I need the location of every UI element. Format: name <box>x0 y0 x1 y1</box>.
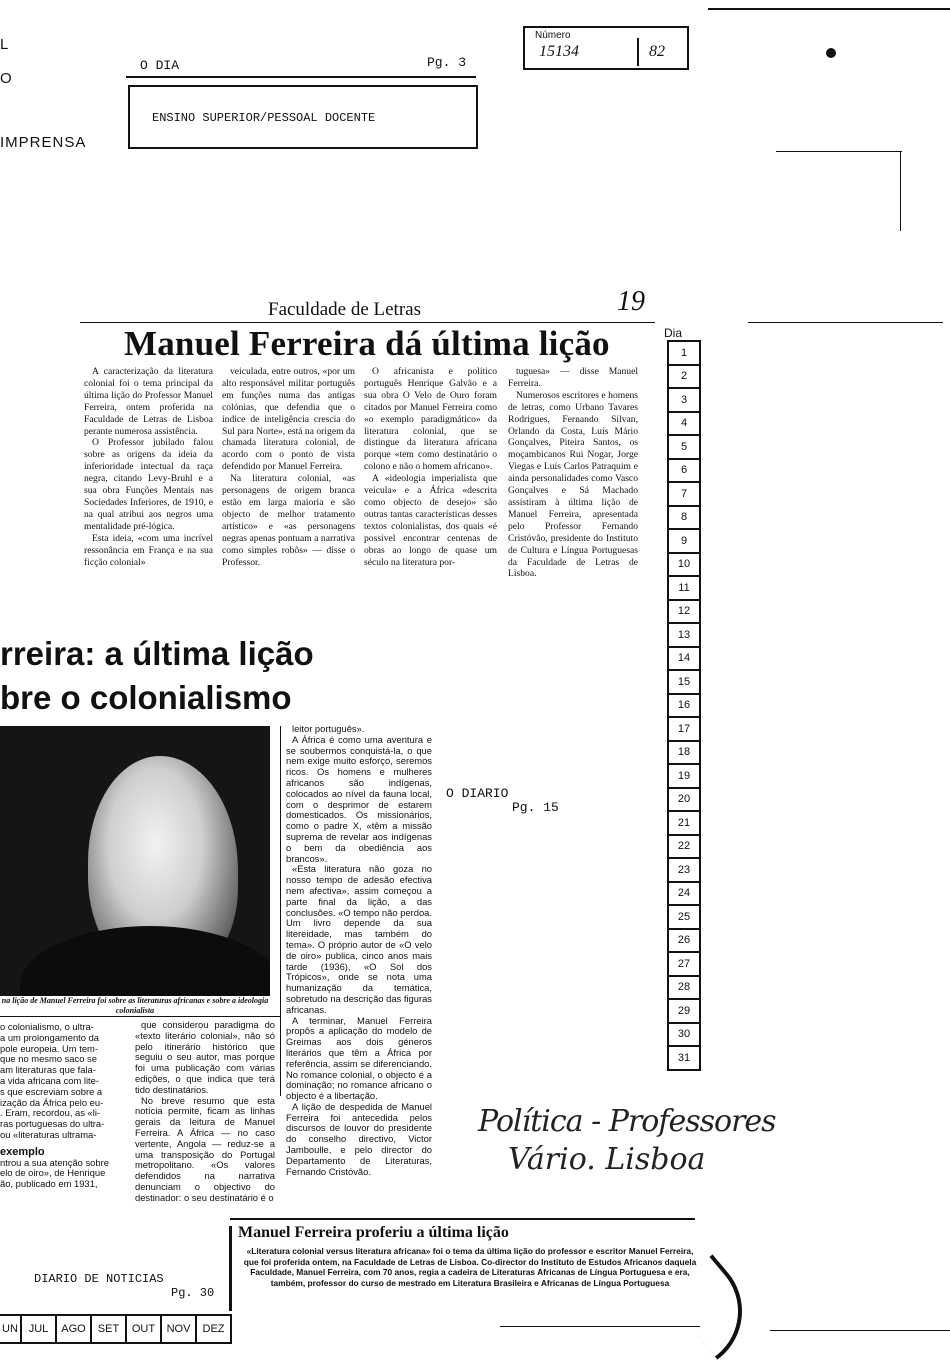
text-line: a vida africana com lite- <box>0 1074 100 1086</box>
handwritten-note-1: Política - Professores <box>478 1104 776 1139</box>
day-cell: 9 <box>669 530 699 554</box>
clipping-year: 82 <box>649 43 665 60</box>
day-cell: 13 <box>669 624 699 648</box>
margin-mark: 19 <box>617 286 645 317</box>
text-line: pole europeia. Um tem- <box>0 1042 98 1054</box>
day-cell: 24 <box>669 883 699 907</box>
day-column-label: Dia <box>664 326 683 340</box>
article3-headline: Manuel Ferreira proferiu a última lição <box>238 1224 509 1241</box>
article1-col-3 <box>364 366 497 568</box>
month-cell: SET <box>90 1316 125 1342</box>
paragraph: No breve resumo que esta notícia permite, ficam as linhas gerais da leitura de Manuel Ferreira. A África — no caso vertente, Angola — reduz-se a uma transposição do Portugal metropolitano. «Os valores defendidos na narrativa denunciam o objectivo do destinador: o seu destinatário é o <box>135 1094 275 1203</box>
paragraph: tuguesa» — disse Manuel Ferreira. <box>508 366 638 389</box>
month-cell: JUL <box>20 1316 55 1342</box>
text-line: elo de oiro», de Henrique <box>0 1167 106 1179</box>
paragraph: leitor português». <box>292 723 365 734</box>
month-cell: DEZ <box>195 1316 230 1342</box>
rule-right-2 <box>748 322 943 323</box>
paragraph: que considerou paradigma do «texto literário colonial», não só pelo itinerário histórico que seguiu o seu autor, mas porque foi uma publicação com várias edições, o que indica que terá tido destinatários. <box>135 1019 275 1095</box>
day-cell: 30 <box>669 1024 699 1048</box>
article2-headline-line2: bre o colonialismo <box>0 679 292 716</box>
paragraph: Numerosos escritores e homens de letras, como Urbano Tavares Rodrigues, Fernando Silvan, Orlando da Costa, Luís Mário Gonçalves, Piteira Santos, os moçambicanos Rui Nogar, Jorge Viegas e Luís Carlos Patraquim e ainda personalidades como Vasco Gonçalves e Sá Machado assistiram à última lição de Manuel Ferreira, apresentada pelo Professor Fernando Cristóvão, presidente do Instituto de Cultura e Língua Portuguesas da Faculdade de Letras de Lisboa. <box>508 389 638 580</box>
text-line: que no mesmo saco se <box>0 1053 97 1065</box>
day-cell: 1 <box>669 342 699 366</box>
day-cell: 2 <box>669 366 699 390</box>
day-cell: 31 <box>669 1047 699 1071</box>
subject-text: ENSINO SUPERIOR/PESSOAL DOCENTE <box>152 111 376 125</box>
text-line: ou «literaturas ultrama- <box>0 1128 97 1140</box>
article3-page: Pg. 30 <box>171 1286 215 1300</box>
day-cell: 22 <box>669 836 699 860</box>
text-line: ização da África pelo eu- <box>0 1096 104 1108</box>
subject-box <box>128 85 478 149</box>
article2-subhead: exemplo <box>0 1145 45 1158</box>
paragraph: Na literatura colonial, «as personagens de origem branca estão em larga maioria e são objecto de melhor tratamento artístico» e «as personagens negras apenas pontuam a narrativa como simples robôs» — disse o Professor. <box>222 473 355 568</box>
article2-headline-line1: rreira: a última lição <box>0 635 314 672</box>
day-cell: 8 <box>669 507 699 531</box>
article2-column-rule <box>280 726 281 1096</box>
paragraph: A caracterização da literatura colonial foi o tema principal da última lição do Professor Manuel Ferreira, ontem proferida na Faculdade de Letras de Lisboa perante numerosa assistência. <box>84 366 213 437</box>
day-cell: 28 <box>669 977 699 1001</box>
text-line: . Eram, recordou, as «li- <box>0 1107 101 1119</box>
edge-letter-1: L <box>0 36 9 53</box>
source-page: Pg. 3 <box>426 55 466 70</box>
day-cell: 17 <box>669 718 699 742</box>
day-cell: 26 <box>669 930 699 954</box>
text-line: am literaturas que fala- <box>0 1064 96 1076</box>
text-line: ras portuguesas do ultra- <box>0 1118 105 1130</box>
text-line: s que escreviam sobre a <box>0 1085 103 1097</box>
paragraph: Esta ideia, «com uma incrível ressonância em França e na sua ficção colonial» <box>84 532 213 568</box>
day-cell: 25 <box>669 906 699 930</box>
number-separator <box>637 38 639 66</box>
day-cell: 5 <box>669 436 699 460</box>
text-line: o colonialismo, o ultra- <box>0 1021 94 1032</box>
punch-dot <box>826 48 836 58</box>
day-cell: 19 <box>669 765 699 789</box>
month-strip <box>0 1314 232 1344</box>
day-cell: 12 <box>669 601 699 625</box>
article3-source: DIARIO DE NOTICIAS <box>34 1272 164 1286</box>
article3-rule <box>230 1218 695 1220</box>
day-cell: 7 <box>669 483 699 507</box>
day-cell: 23 <box>669 859 699 883</box>
text-line: ntrou a sua atenção sobre <box>0 1156 109 1168</box>
article1-col-2 <box>222 366 355 568</box>
day-cell: 18 <box>669 742 699 766</box>
month-cell: OUT <box>125 1316 160 1342</box>
article3-side-bar <box>229 1226 232 1311</box>
paragraph: «Esta literatura não goza no nosso tempo de adesão efectiva nem afectiva», assim começou a parte final da lição, a das conclusões. «O tempo não perdoa. Um livro depende da sua litereidade, mas também do tema». O próprio autor de «O velo de oiro» publica, cinco anos mais tarde (1936), «O Sol dos Trópicos», onde se nota uma humanização da temática, sobretudo na descrição das figuras africanas. <box>286 863 432 1015</box>
bottom-rule-2 <box>770 1330 950 1331</box>
day-cell: 14 <box>669 648 699 672</box>
article2-page: Pg. 15 <box>512 800 559 815</box>
article2-rule <box>0 1016 280 1017</box>
source-line <box>126 52 476 78</box>
article1-rule <box>80 322 655 323</box>
paragraph: A lição de despedida de Manuel Ferreira foi antecedida pelos discursos de louvor do presidente do conselho directivo, Victor Jamboulle, e pelo director do Departamento de Literaturas, Fernando Cristóvão. <box>286 1100 432 1177</box>
article3-text: «Literatura colonial versus literatura africana» foi o tema da última lição do professor e escritor Manuel Ferreira, que foi proferida ontem, na Faculdade de Letras de Lisboa. Co-director do Instituto de Estudos Africanos daquela Faculdade, Manuel Ferreira, com 70 anos, regia a cadeira de Literaturas Africanas de Língua Portuguesa e era, também, professor do curso de mestrado em Literatura Brasileira e Africanas de Língua Portuguesa <box>243 1246 697 1288</box>
month-cell: AGO <box>55 1316 90 1342</box>
day-cell: 27 <box>669 953 699 977</box>
article2-col-mid <box>135 1020 275 1204</box>
month-cell: NOV <box>160 1316 195 1342</box>
article1-col-4 <box>508 366 638 580</box>
handwritten-note-2: Vário. Lisboa <box>508 1142 706 1177</box>
photo-caption: na lição de Manuel Ferreira foi sobre as literaturas africanas e sobre a ideologia colonialista <box>1 996 269 1015</box>
day-cell: 4 <box>669 413 699 437</box>
day-column <box>667 340 701 1071</box>
portrait-shoulder <box>20 926 270 996</box>
paragraph: O Professor jubilado falou sobre as origens da ideia da inferioridade intectual da raça negra, citando Levy-Bruhl e a sua obra Funções Mentais nas Sociedades Inferiores, de 1910, e na qual atribui aos negros uma mentalidade pré-lógica. <box>84 437 213 532</box>
paragraph: A «ideologia imperialista que veicula» e a África «descrita como objecto de desejo» são outras tantas características desses textos colonialistas, dos quais «é possível encontrar centenas de obras ao longo de quase um século na literatura por- <box>364 473 497 568</box>
article2-col-right <box>286 724 432 1177</box>
portrait-photo <box>0 726 270 996</box>
section-label: IMPRENSA <box>0 134 87 151</box>
day-cell: 16 <box>669 695 699 719</box>
text-line: ão, publicado em 1931, <box>0 1178 98 1190</box>
day-cell: 6 <box>669 460 699 484</box>
day-cell: 29 <box>669 1000 699 1024</box>
top-rule <box>708 8 950 10</box>
month-cell: UN <box>2 1323 18 1335</box>
day-cell: 11 <box>669 577 699 601</box>
rule-right-tick <box>900 151 901 231</box>
number-label: Número <box>535 30 571 41</box>
source-name: O DIA <box>140 58 180 73</box>
paragraph: O africanista e político português Henrique Galvão e a sua obra O Velo de Ouro foram citados por Manuel Ferreira como «o exemplo paradigmático» da literatura colonial, que se distingue da literatura africana porque «tem como destinatário o colono e não o homem africano». <box>364 366 497 473</box>
day-cell: 20 <box>669 789 699 813</box>
edge-letter-2: O <box>0 70 12 87</box>
paragraph: veiculada, entre outros, «por um alto responsável militar português em funções numa das antigas colónias, que defendia que o índice de inteligência crescia do Sul para Norte», está na origem da chamada literatura colonial, de acordo com o ponto de vista defendido por Manuel Ferreira. <box>222 366 355 473</box>
day-cell: 15 <box>669 671 699 695</box>
day-cell: 10 <box>669 554 699 578</box>
clipping-number: 15134 <box>539 43 579 60</box>
article1-kicker: Faculdade de Letras <box>268 299 421 320</box>
text-line: a um prolongamento da <box>0 1031 100 1043</box>
rule-right-1 <box>776 151 902 152</box>
article2-headline <box>0 632 314 720</box>
day-cell: 21 <box>669 812 699 836</box>
day-cell: 3 <box>669 389 699 413</box>
article2-source: O DIARIO <box>446 786 509 801</box>
article2-col-left <box>0 1022 128 1190</box>
paragraph: A África é como uma aventura e se soubermos conquistá-la, o que nem exige muito esforço, seremos ricos. Os homens e mulheres africanos são indígenas, colocados ao nível da fauna local, com o desprimor de estarem domesticados. Os missionários, como o padre X, «têm a missão suprema de revelar aos indígenas o bem da obediência aos brancos». <box>286 733 432 864</box>
paragraph: A terminar, Manuel Ferreira propôs a aplicação do modelo de Greimas aos dois géneros literários que têm a África por referência, assim se diferenciando. No romance colonial, o objecto é a dominação; no romance africano o objecto é a libertação. <box>286 1014 432 1102</box>
number-box <box>523 26 689 70</box>
article1-headline: Manuel Ferreira dá última lição <box>124 324 610 363</box>
article1-col-1 <box>84 366 213 568</box>
bottom-rule-1 <box>500 1326 700 1327</box>
